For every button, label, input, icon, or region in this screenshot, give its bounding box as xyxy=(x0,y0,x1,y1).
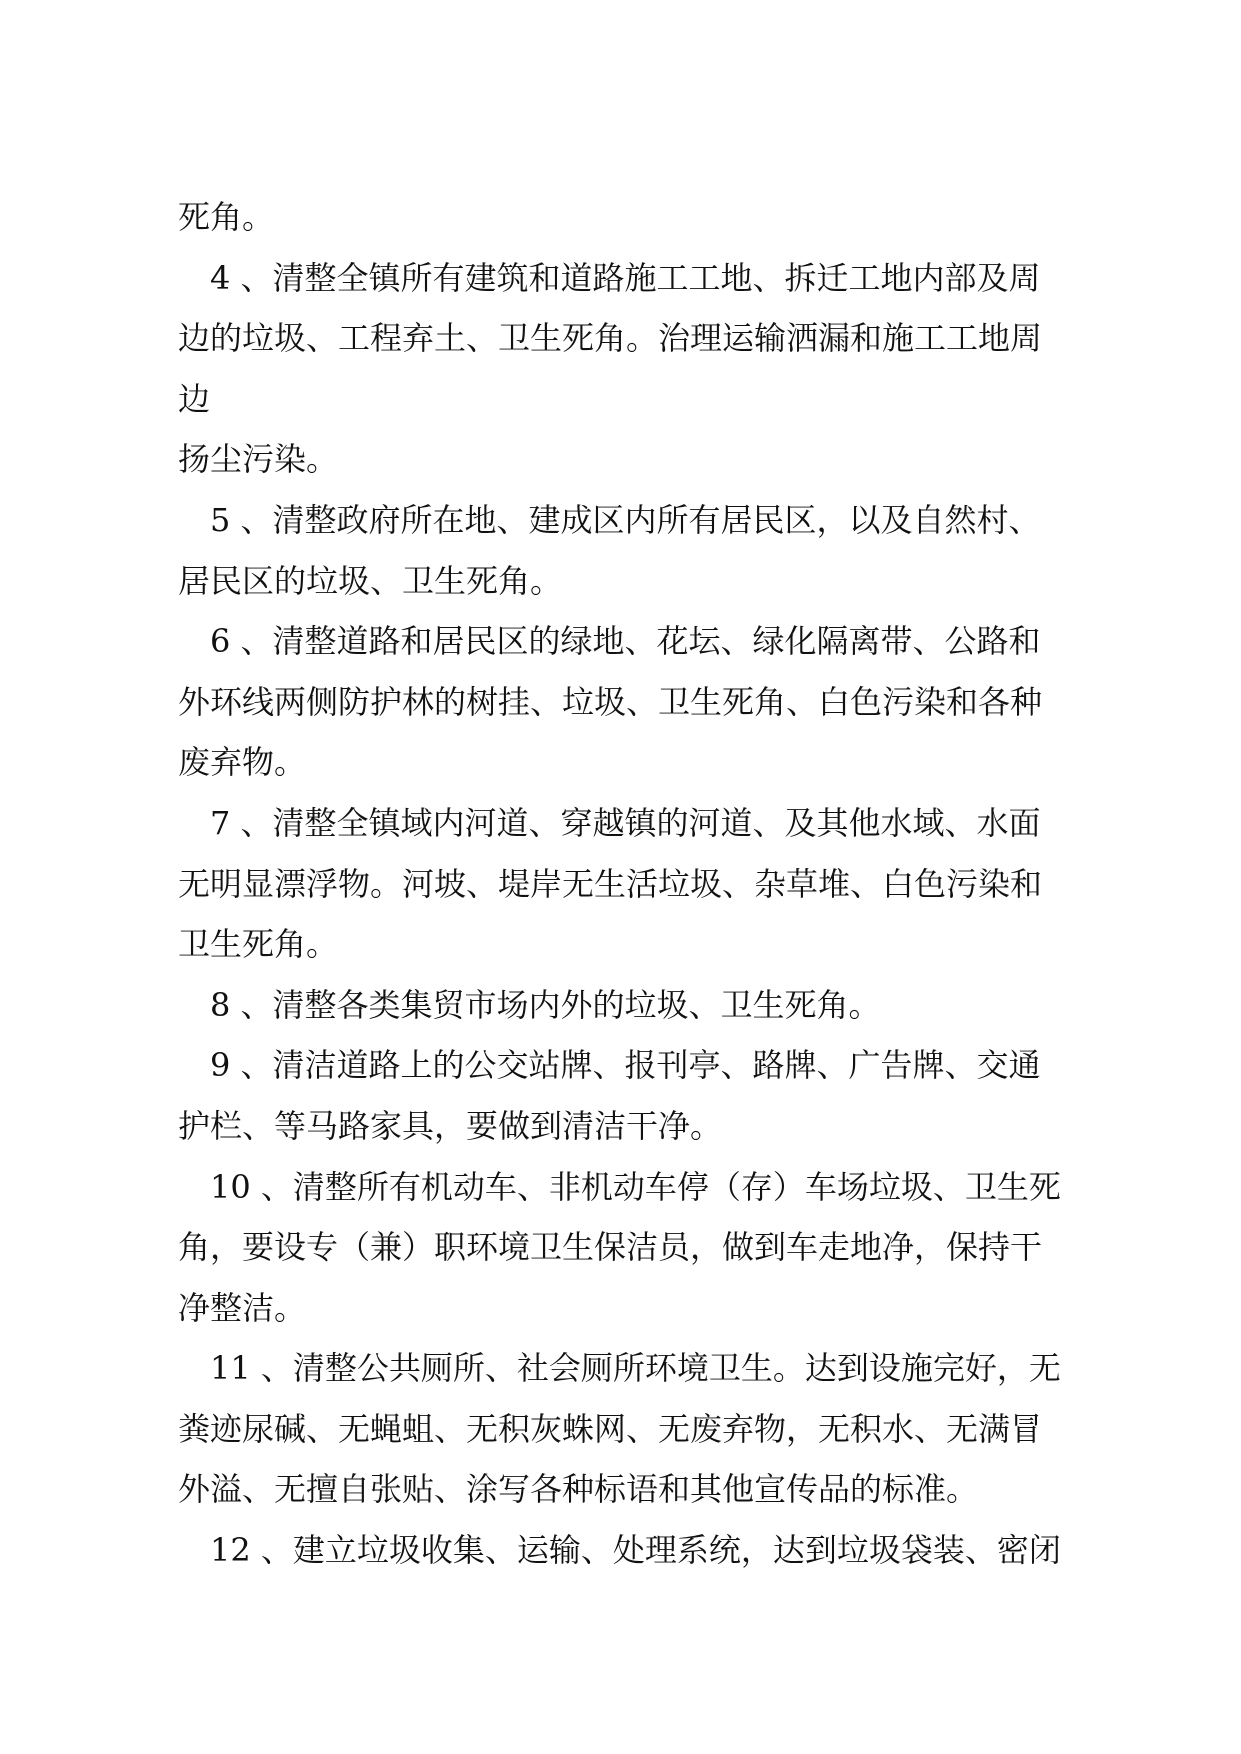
text-line: 废弃物。 xyxy=(178,743,307,782)
text-line: 居民区的垃圾、卫生死角。 xyxy=(178,561,563,600)
text-line: 扬尘污染。 xyxy=(178,440,339,479)
text-line: 4 、清整全镇所有建筑和道路施工工地、拆迁工地内部及周 xyxy=(210,258,1041,297)
text-line: 10 、清整所有机动车、非机动车停（存）车场垃圾、卫生死 xyxy=(210,1167,1061,1206)
text-line: 外溢、无擅自张贴、涂写各种标语和其他宣传品的标准。 xyxy=(178,1470,979,1509)
text-line: 9 、清洁道路上的公交站牌、报刊亭、路牌、广告牌、交通 xyxy=(210,1046,1041,1085)
text-line: 5 、清整政府所在地、建成区内所有居民区，以及自然村、 xyxy=(210,500,1041,539)
text-line: 死角。 xyxy=(178,198,275,236)
text-line: 7 、清整全镇域内河道、穿越镇的河道、及其他水域、水面 xyxy=(210,803,1041,842)
text-line: 8 、清整各类集贸市场内外的垃圾、卫生死角。 xyxy=(210,985,881,1024)
text-line: 角，要设专（兼）职环境卫生保洁员，做到车走地净，保持干 xyxy=(178,1228,1043,1267)
text-line: 边的垃圾、工程弃土、卫生死角。治理运输洒漏和施工工地周 xyxy=(178,319,1043,358)
text-line: 外环线两侧防护林的树挂、垃圾、卫生死角、白色污染和各种 xyxy=(178,682,1043,721)
text-line: 护栏、等马路家具，要做到清洁干净。 xyxy=(178,1106,723,1145)
document-body xyxy=(178,187,1078,1581)
text-line: 卫生死角。 xyxy=(178,925,339,964)
text-line: 粪迹尿碱、无蝇蛆、无积灰蛛网、无废弃物，无积水、无满冒 xyxy=(178,1409,1043,1448)
text-line: 6 、清整道路和居民区的绿地、花坛、绿化隔离带、公路和 xyxy=(210,622,1041,661)
text-line: 11 、清整公共厕所、社会厕所环境卫生。达到设施完好，无 xyxy=(210,1349,1061,1388)
text-line: 边 xyxy=(178,379,211,418)
text-line: 12 、建立垃圾收集、运输、处理系统，达到垃圾袋装、密闭 xyxy=(210,1531,1061,1570)
text-line: 净整洁。 xyxy=(178,1288,307,1327)
text-line: 无明显漂浮物。河坡、堤岸无生活垃圾、杂草堆、白色污染和 xyxy=(178,864,1043,903)
